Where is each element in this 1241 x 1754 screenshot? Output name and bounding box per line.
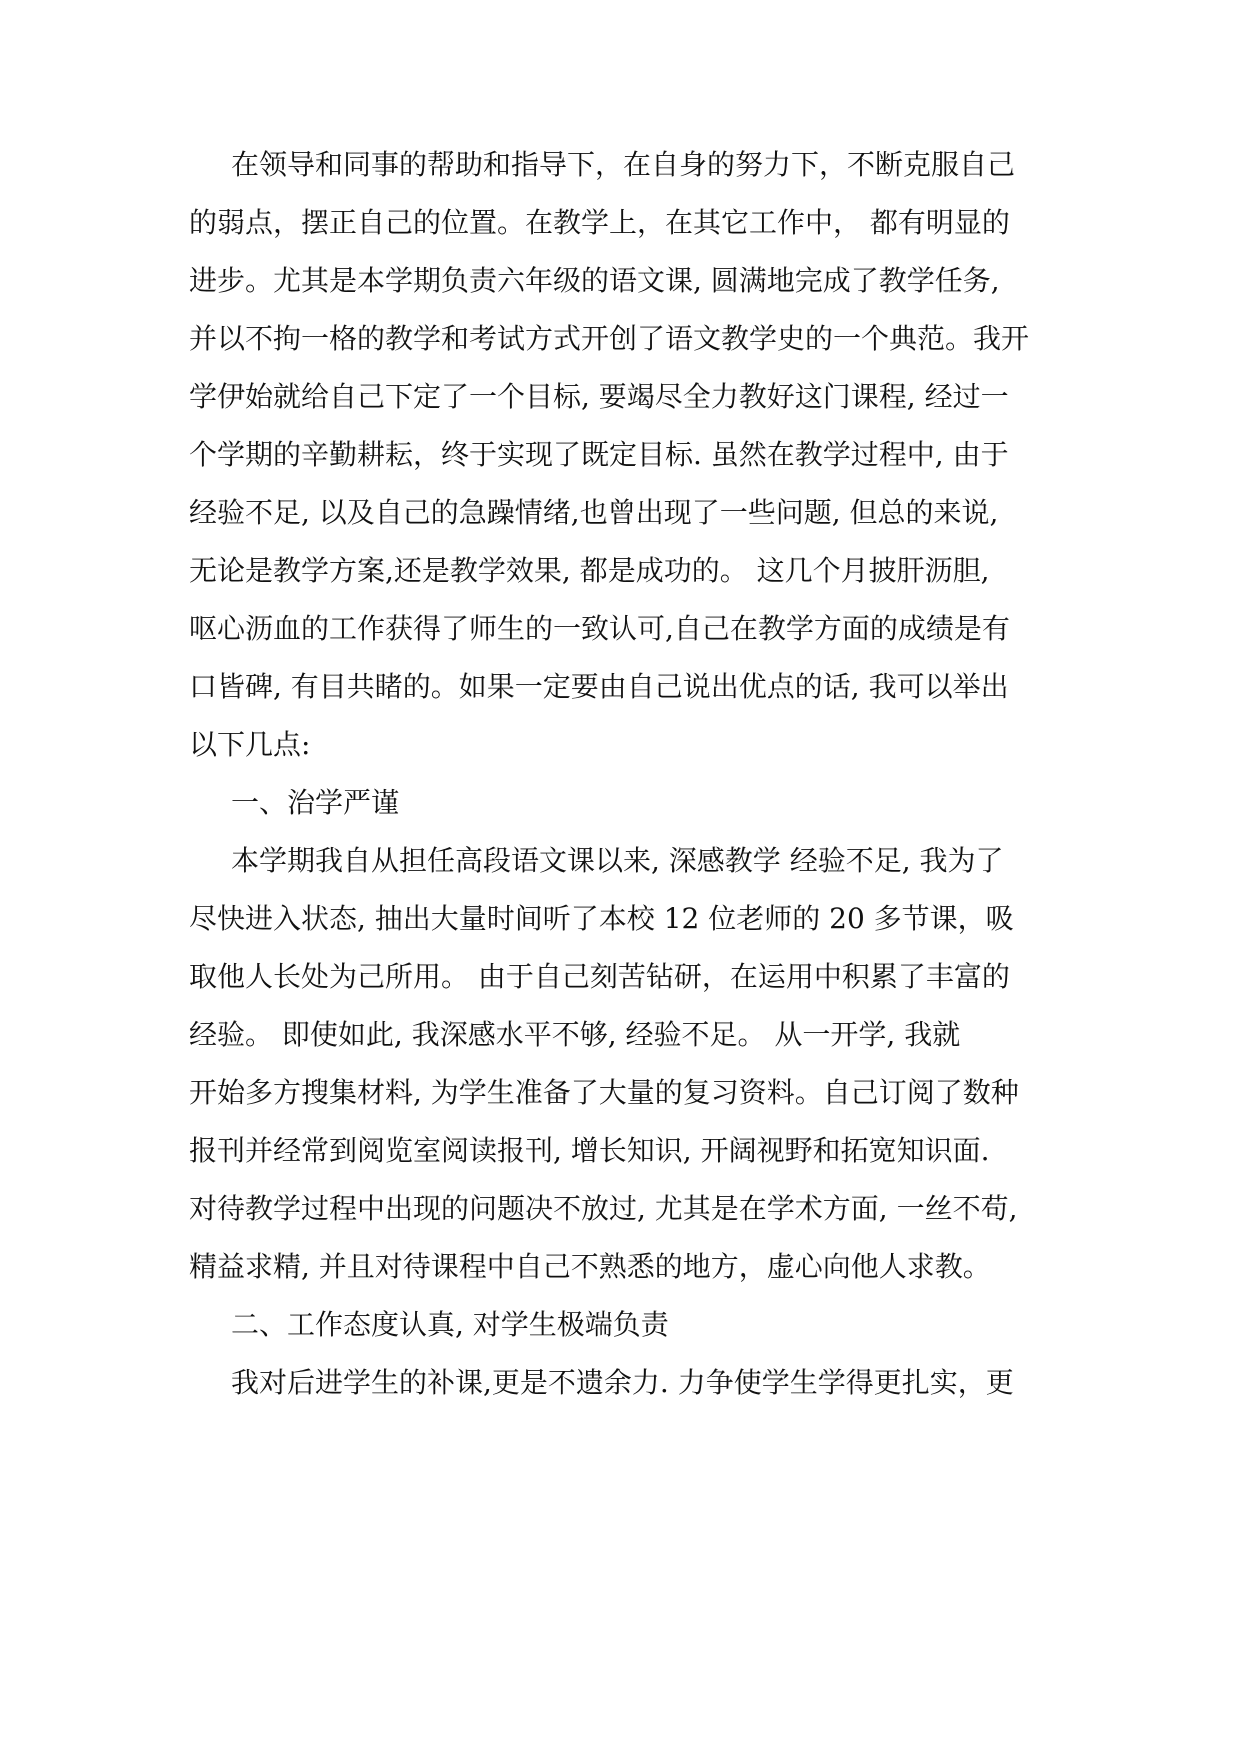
paragraph-line: 取他人长处为己所用。 由于自己刻苦钻研，在运用中积累了丰富的 — [189, 960, 1010, 993]
paragraph-line: 并以不拘一格的教学和考试方式开创了语文教学史的一个典范。我开 — [189, 322, 1030, 355]
paragraph-line: 经验不足, 以及自己的急躁情绪,也曾出现了一些问题, 但总的来说, — [189, 496, 999, 529]
paragraph-line: 呕心沥血的工作获得了师生的一致认可,自己在教学方面的成绩是有 — [189, 612, 1010, 645]
paragraph-line: 对待教学过程中出现的问题决不放过, 尤其是在学术方面, 一丝不苟, — [189, 1192, 1018, 1225]
paragraph-line: 以下几点: — [189, 728, 311, 761]
paragraph-line: 经验。 即使如此, 我深感水平不够, 经验不足。 从一开学, 我就 — [189, 1018, 961, 1051]
paragraph-line: 进步。尤其是本学期负责六年级的语文课, 圆满地完成了教学任务, — [189, 264, 1000, 297]
paragraph-line: 的弱点，摆正自己的位置。在教学上，在其它工作中， 都有明显的 — [189, 206, 1010, 239]
paragraph-line: 我对后进学生的补课,更是不遗余力. 力争使学生学得更扎实，更 — [231, 1366, 1014, 1399]
section-heading: 一、治学严谨 — [231, 786, 400, 819]
paragraph-line: 尽快进入状态, 抽出大量时间听了本校 12 位老师的 20 多节课，吸 — [189, 902, 1014, 935]
paragraph-line: 无论是教学方案,还是教学效果, 都是成功的。 这几个月披肝沥胆, — [189, 554, 990, 587]
paragraph-line: 在领导和同事的帮助和指导下，在自身的努力下，不断克服自己 — [231, 148, 1016, 181]
paragraph-line: 精益求精, 并且对待课程中自己不熟悉的地方，虚心向他人求教。 — [189, 1250, 991, 1283]
paragraph-line: 口皆碑, 有目共睹的。如果一定要由自己说出优点的话, 我可以举出 — [189, 670, 1009, 703]
paragraph-line: 学伊始就给自己下定了一个目标, 要竭尽全力教好这门课程, 经过一 — [189, 380, 1009, 413]
paragraph-line: 本学期我自从担任高段语文课以来, 深感教学 经验不足, 我为了 — [231, 844, 1004, 877]
section-heading: 二、工作态度认真, 对学生极端负责 — [231, 1308, 669, 1341]
paragraph-line: 报刊并经常到阅览室阅读报刊, 增长知识, 开阔视野和拓宽知识面. — [189, 1134, 990, 1167]
paragraph-line: 开始多方搜集材料, 为学生准备了大量的复习资料。自己订阅了数种 — [189, 1076, 1019, 1109]
paragraph-line: 个学期的辛勤耕耘，终于实现了既定目标. 虽然在教学过程中, 由于 — [189, 438, 1009, 471]
